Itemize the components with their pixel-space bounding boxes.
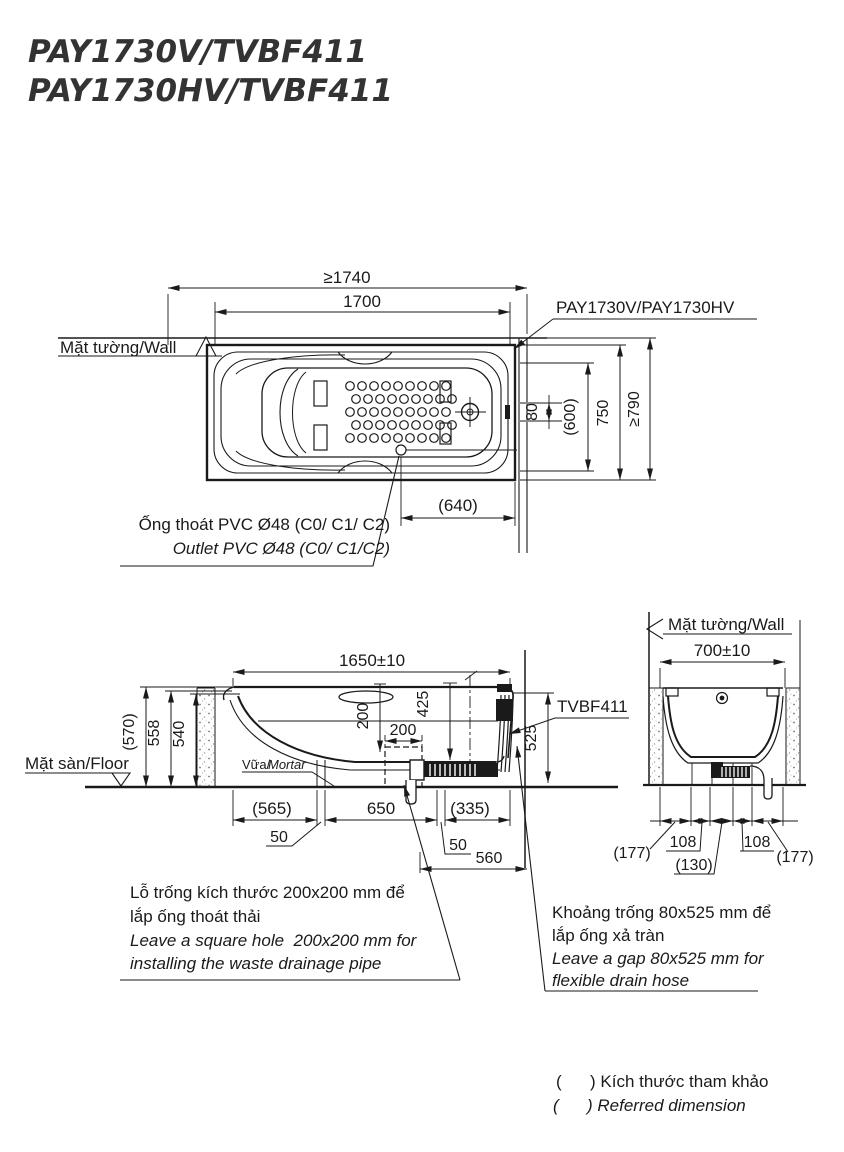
top-view [58, 268, 757, 566]
dim-outlet-offset: (640) [438, 496, 478, 515]
dim-end-b: 108 [669, 834, 697, 851]
dim-drain-to-wall: 560 [475, 850, 503, 867]
grip-pad [314, 381, 327, 406]
dim-left: (565) [252, 799, 292, 818]
note-gap [552, 903, 771, 990]
mortar-label-en: Mortar [268, 757, 306, 772]
legend [553, 1072, 768, 1115]
faucet-hole [505, 405, 510, 419]
dim-mid: 650 [366, 799, 396, 818]
tub-plan [207, 345, 517, 480]
title-line2: PAY1730HV/TVBF411 [28, 73, 393, 109]
dim-gap-height: 525 [523, 724, 540, 752]
top-view-dimensions [168, 268, 757, 526]
end-view [613, 612, 813, 874]
dim-overall-width: ≥790 [626, 391, 643, 427]
side-bottom-dimensions [233, 790, 527, 873]
note-hole-en1: Leave a square hole 200x200 mm for [130, 931, 417, 950]
waste-elbow [410, 760, 424, 780]
note-gap-en1: Leave a gap 80x525 mm for [552, 949, 764, 968]
model-leader [514, 319, 553, 349]
dim-length: 1650±10 [338, 651, 406, 670]
floor-label: Mặt sàn/Floor [25, 754, 129, 773]
dim-tub-length: 1700 [343, 292, 381, 311]
note-hole-en2: installing the waste drainage pipe [130, 954, 382, 973]
dim-tub-width: 750 [595, 399, 612, 427]
model-label-side: TVBF411 [557, 697, 628, 716]
mortar-wall-left [197, 688, 215, 787]
grip-pad [314, 425, 327, 450]
note-gap-vi1: Khoảng trống 80x525 mm để [552, 903, 772, 922]
side-height-dimensions [121, 687, 240, 787]
outlet-note-en: Outlet PVC Ø48 (C0/ C1/C2) [172, 539, 390, 558]
note-hole [130, 883, 418, 973]
dim-height-inner: 540 [171, 720, 188, 748]
model-label-top: PAY1730V/PAY1730HV [556, 298, 735, 317]
dim-end-c: (130) [675, 857, 713, 874]
outlet-symbol [396, 445, 406, 455]
mortar-label-vi: Vữa/ [242, 757, 271, 772]
dim-hole-width: 200 [389, 722, 417, 739]
legend-vi: ( ) Kích thước tham khảo [556, 1072, 769, 1091]
title-block [28, 34, 393, 109]
dim-end-d: 108 [743, 834, 771, 851]
dim-end-a: (177) [613, 845, 651, 862]
wall-label-top: Mặt tường/Wall [60, 338, 177, 357]
overflow-slot [339, 691, 393, 703]
wall-section-right [786, 688, 800, 785]
drain-assembly-end [711, 762, 772, 799]
dim-gap1: 50 [270, 829, 288, 846]
wall-line-right [519, 338, 527, 553]
dim-width-end: 700±10 [693, 641, 751, 660]
dim-right: (335) [450, 799, 490, 818]
backrest-curve [280, 369, 298, 456]
rim-scallop-top [338, 352, 392, 364]
dim-end-e: (177) [776, 849, 814, 866]
outlet-note-vi: Ống thoát PVC Ø48 (C0/ C1/ C2) [138, 515, 390, 534]
note-gap-en2: flexible drain hose [552, 971, 690, 990]
dim-height-rim: 558 [146, 719, 163, 747]
note-hole-vi1: Lỗ trống kích thước 200x200 mm để [130, 883, 405, 902]
dim-gap2: 50 [449, 837, 467, 854]
waste-tail [406, 780, 416, 804]
rim-scallop-bottom [338, 461, 392, 473]
legend-en: ( ) Referred dimension [553, 1096, 746, 1115]
dim-height-total: (570) [121, 713, 138, 751]
floor-datum-triangle [112, 773, 130, 786]
dim-overall-length: ≥1740 [323, 268, 371, 287]
wall-label-end: Mặt tường/Wall [668, 615, 785, 634]
dim-water-depth: 200 [355, 702, 372, 730]
dim-overflow-height: 425 [415, 690, 432, 718]
note-hole-vi2: lắp ống thoát thải [130, 907, 261, 926]
wall-section-left [649, 688, 663, 785]
dim-hole-offset: 80 [524, 403, 541, 421]
dim-inner-width: (600) [562, 398, 579, 436]
note-gap-vi2: lắp ống xả tràn [552, 926, 665, 945]
drain-hose-end [750, 766, 772, 799]
title-line1: PAY1730V/TVBF411 [28, 34, 368, 70]
end-bottom-dimensions [613, 787, 813, 874]
